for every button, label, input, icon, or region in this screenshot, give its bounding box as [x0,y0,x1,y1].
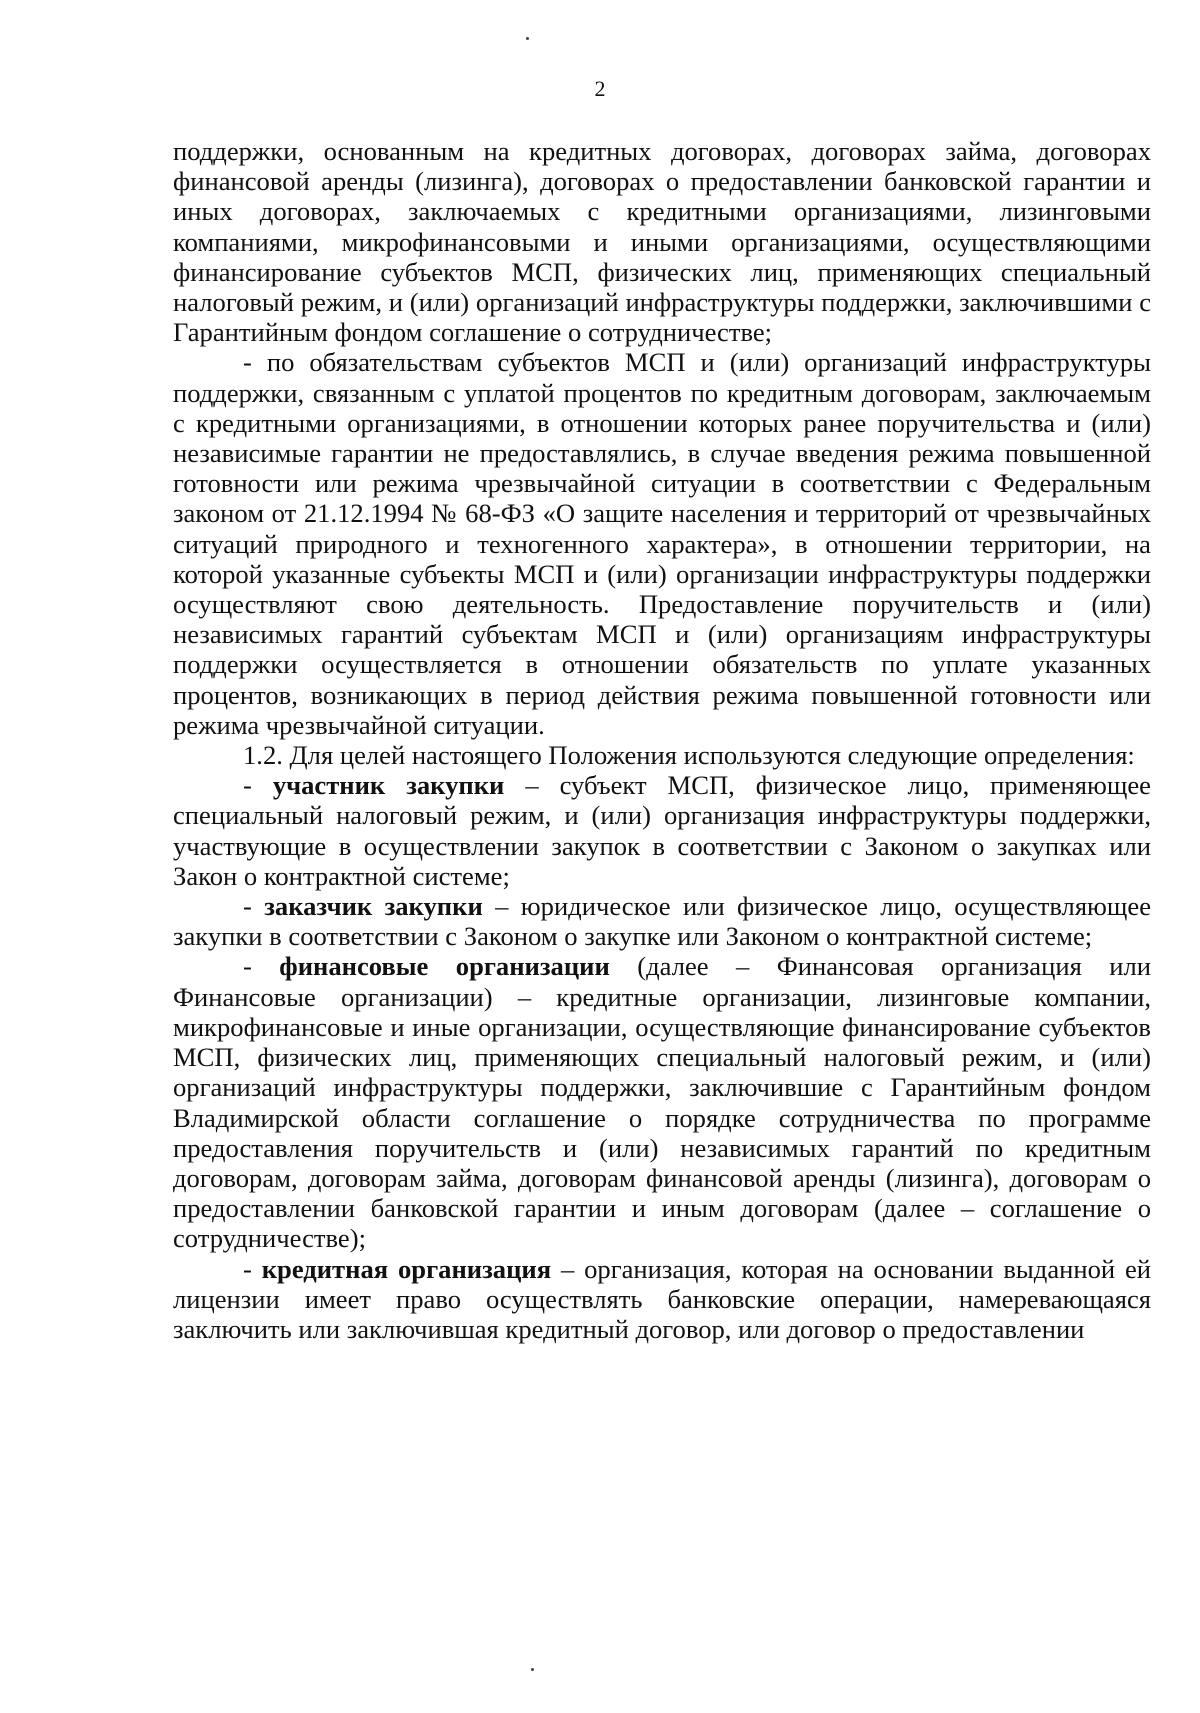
definition-term: заказчик закупки [264,891,483,922]
page-number: 2 [594,76,606,101]
definition-prefix: - [243,1253,262,1284]
scan-speck [526,37,529,40]
definition-term: финансовые организации [279,951,610,982]
paragraph-continuation: поддержки, основанным на кредитных договорах, договорах займа, договорах финансовой аренды (лизинга), договорах о предоставлении банковской гарантии и иных договорах, заключаемых с кредитными организациями, лизинговыми компаниями, микрофинансовыми и иными организациями, осуществляющими финансирование субъектов МСП, физических лиц, применяющих специальный налоговый режим, и (или) организаций инфраструктуры поддержки, заключившими с Гарантийным фондом соглашение о сотрудничестве; [173,136,1151,348]
definition-term: кредитная организация [261,1253,552,1284]
definition-text: – организация, которая на основании выданной ей лицензии имеет право осуществлять банковские операции, намеревающаяся заключить или заключившая кредитный договор, или договор о предоставлении [173,1253,1151,1344]
definition-text: (далее – Финансовая организация или Финансовые организации) – кредитные организации, лизинговые компании, микрофинансовые и иные организации, осуществляющие финансирование субъектов МСП, физических лиц, применяющих специальный налоговый режим, и (или) организаций инфраструктуры поддержки, заключившие с Гарантийным фондом Владимирской области соглашение о порядке сотрудничества по программе предоставления поручительств и (или) независимых гарантий по кредитным договорам, договорам займа, договорам финансовой аренды (лизинга), договорам о предоставлении банковской гарантии и иным договорам (далее – соглашение о сотрудничестве); [173,951,1151,1254]
definition-text: – субъект МСП, физическое лицо, применяющее специальный налоговый режим, и (или) организация инфраструктуры поддержки, участвующие в осуществлении закупок в соответствии с Законом о закупках или Закон о контрактной системе; [173,770,1151,891]
definition-credit-organization [173,1254,1151,1345]
definition-prefix: - [243,770,273,801]
definition-prefix: - [243,951,280,982]
definition-procurement-customer [173,891,1151,951]
definition-text: – юридическое или физическое лицо, осуществляющее закупки в соответствии с Законом о закупке или Законом о контрактной системе; [173,891,1152,952]
scan-speck [531,1668,534,1671]
paragraph-definitions-intro: 1.2. Для целей настоящего Положения используются следующие определения: [243,740,1135,771]
definition-term: участник закупки [272,770,505,801]
document-body [173,136,1151,1344]
definition-financial-organizations [173,951,1151,1253]
definition-procurement-participant [173,770,1151,891]
definition-prefix: - [243,891,265,922]
paragraph-interest-obligations: - по обязательствам субъектов МСП и (или) организаций инфраструктуры поддержки, связанным с уплатой процентов по кредитным договорам, заключаемым с кредитными организациями, в отношении которых ранее поручительства и (или) независимые гарантии не предоставлялись, в случае введения режима повышенной готовности или режима чрезвычайной ситуации в соответствии с Федеральным законом от 21.12.1994 № 68-ФЗ «О защите населения и территорий от чрезвычайных ситуаций природного и техногенного характера», в отношении территории, на которой указанные субъекты МСП и (или) организации инфраструктуры поддержки осуществляют свою деятельность. Предоставление поручительств и (или) независимых гарантий субъектам МСП и (или) организациям инфраструктуры поддержки осуществляется в отношении обязательств по уплате указанных процентов, возникающих в период действия режима повышенной готовности или режима чрезвычайной ситуации. [173,347,1151,740]
